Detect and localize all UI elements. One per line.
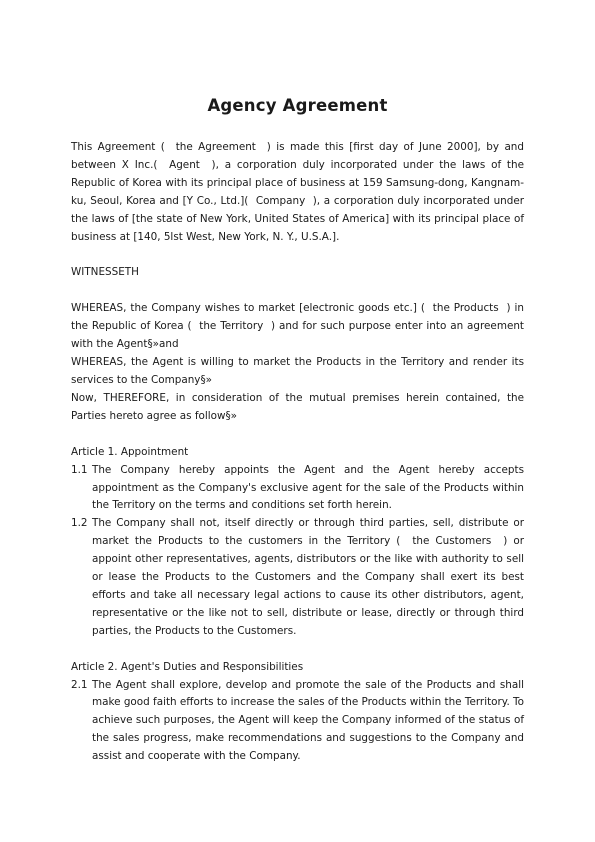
clause (71, 515, 528, 640)
clause-number: 1.1 (71, 463, 88, 476)
spacer (71, 426, 524, 444)
article-heading: Article 2. Agent's Duties and Responsibilities (71, 660, 304, 673)
clause (71, 462, 528, 516)
clause-text: The Company shall not, itself directly or through third parties, sell, distribute or market the Products to the customers in the Territory ( the Customers ) or appoint other representatives, agents, distributors or the like with authority to sell or lease the Products to the Customers and the Company shall exert its best efforts and take all necessary legal actions to cause its other distributors, agent, representative or the like not to sell, distribute or lease, directly or through third parties, the Products to the Customers. (92, 517, 528, 637)
recital-3: Now, THEREFORE, in consideration of the mutual premises herein contained, the Parties hereto agree as follow§» (71, 391, 528, 422)
spacer (71, 282, 524, 300)
article-2 (71, 659, 528, 766)
witnesseth-heading: WITNESSETH (71, 266, 139, 279)
recital-1: WHEREAS, the Company wishes to market [electronic goods etc.] ( the Products ) in the Republic of Korea ( the Territory ) and for such purpose enter into an agreement with the Agent§»and (71, 302, 528, 351)
agreement-page (71, 96, 528, 766)
clause-number: 1.2 (71, 517, 88, 530)
spacer (71, 641, 524, 659)
article-heading: Article 1. Appointment (71, 445, 189, 458)
document-title: Agency Agreement (207, 96, 388, 115)
clause-text: The Company hereby appoints the Agent and the Agent hereby accepts appointment as the Company's exclusive agent for the sale of the Products within the Territory on the terms and conditions set forth herein. (92, 463, 528, 512)
intro-paragraph: This Agreement ( the Agreement ) is made this [first day of June 2000], by and between X Inc.( Agent ), a corporation duly incorporated under the laws of the Republic of Korea with its principal place of business at 159 Samsung-dong, Kangnam-ku, Seoul, Korea and [Y Co., Ltd.]( Company ), a corporation duly incorporated under the laws of [the state of New York, United States of America] with its principal place of business at [140, 5lst West, New York, N. Y., U.S.A.]. (71, 141, 528, 243)
clause-text: The Agent shall explore, develop and promote the sale of the Products and shall make good faith efforts to increase the sales of the Products within the Territory. To achieve such purposes, the Agent will keep the Company informed of the status of the sales progress, make recommendations and suggestions to the Company and assist and cooperate with the Company. (92, 678, 528, 763)
clause (71, 677, 528, 767)
recital-2: WHEREAS, the Agent is willing to market the Products in the Territory and render its services to the Company§» (71, 356, 528, 386)
spacer (71, 246, 524, 264)
article-1 (71, 444, 528, 641)
clause-number: 2.1 (71, 678, 88, 691)
